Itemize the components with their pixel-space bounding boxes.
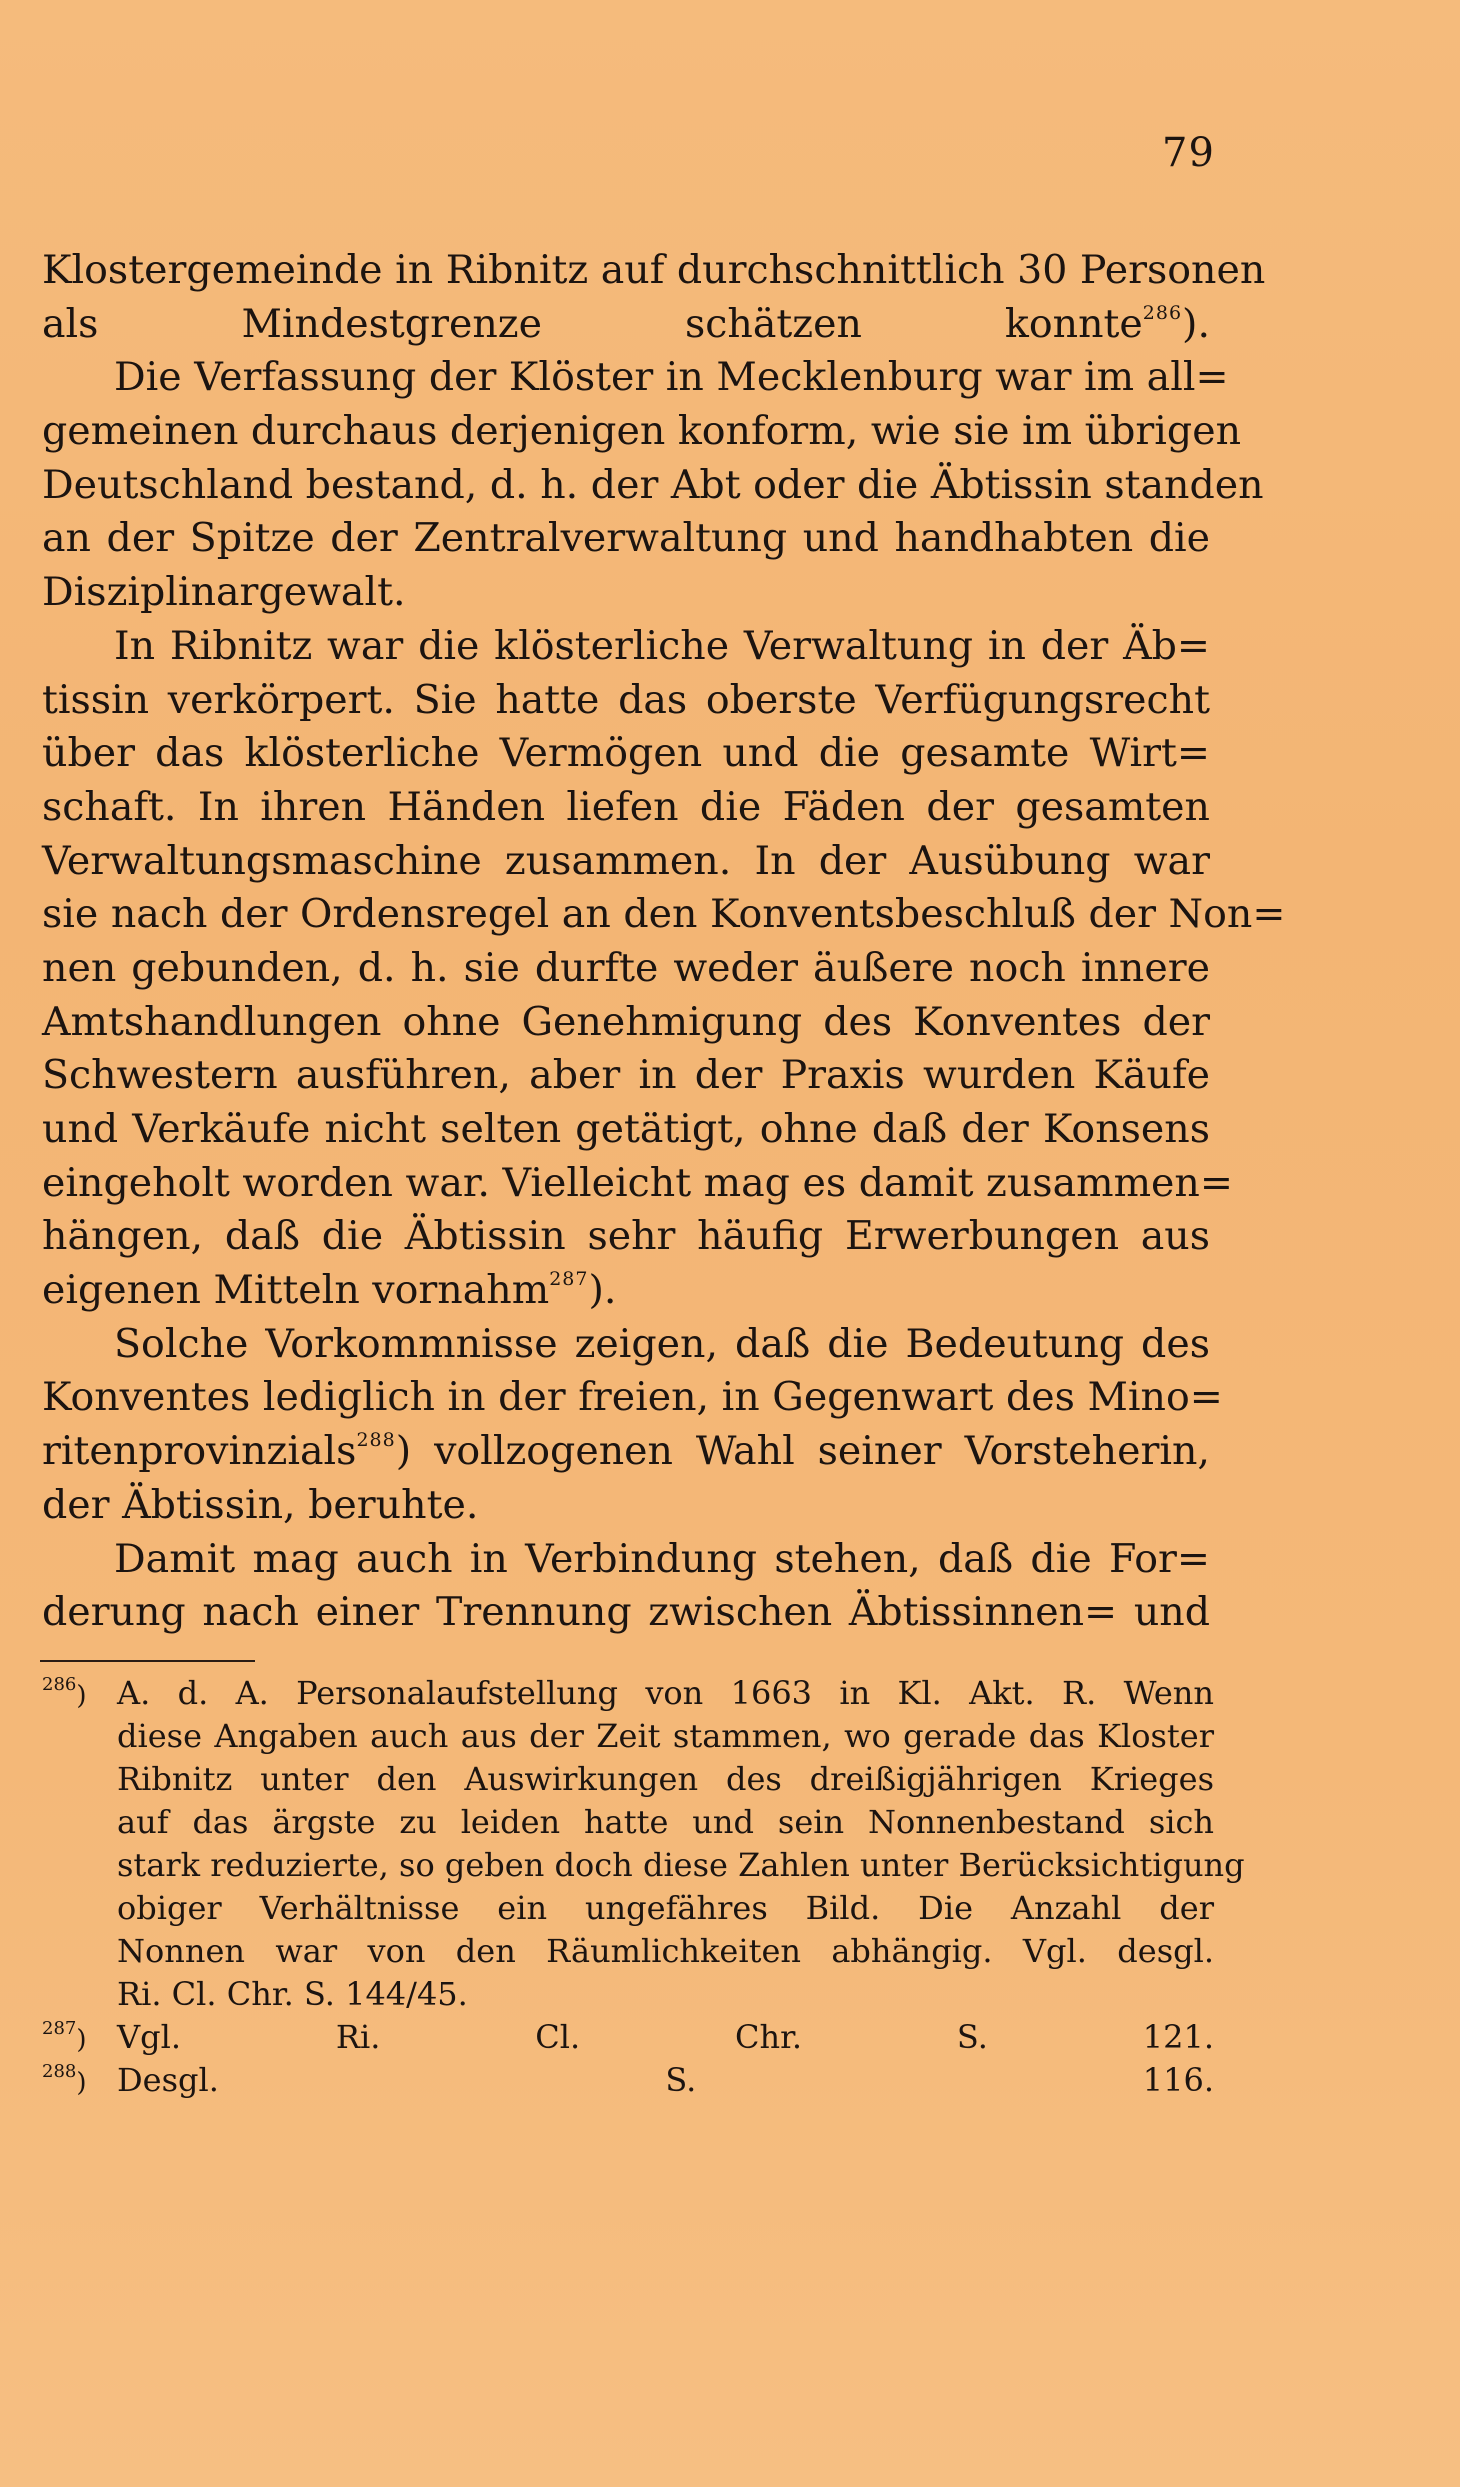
text-line-content: Die Verfassung der Klöster in Mecklenburg war im all= [114,354,1229,401]
text-line-content: Disziplinargewalt. [42,569,406,616]
text-line-content: und Verkäufe nicht selten getätigt, ohne daß der Konsens [42,1106,1210,1152]
footnote-reference[interactable]: 287 [549,1268,589,1291]
footnote-number: $^{287}$) [42,2018,87,2055]
text-line [42,1479,1210,1533]
text-line [42,1264,1210,1318]
text-line [42,1318,1210,1372]
footnotes [42,1672,1245,2102]
footnote [42,1672,1214,1715]
footnote-number-value: 286 [42,1674,77,1695]
text-line-content: schaft. In ihren Händen liefen die Fäden der gesamten [42,783,1210,830]
footnote-text-line: stark reduzierte, so geben doch diese Zahlen unter Berücksichtigung [117,1846,1245,1884]
text-line [42,727,1210,781]
text-line [42,835,1210,889]
footnote [42,2016,1214,2059]
text-line-content: nen gebunden, d. h. sie durfte weder äußere noch innere [42,944,1210,991]
text-line [42,1425,1210,1479]
text-line-content: eingeholt worden war. Vielleicht mag es damit zusammen= [42,1159,1233,1206]
text-line-content: Damit mag auch in Verbindung stehen, daß die For= [114,1535,1210,1582]
text-line-tail: ) vollzogenen Wahl seiner Vorsteherin, [395,1428,1210,1475]
text-line [42,459,1264,513]
text-line-content: ritenprovinzials [42,1428,357,1475]
text-line-content: sie nach der Ordensregel an den Konventsbeschluß der Non= [42,891,1286,938]
text-line-tail: ). [588,1267,617,1314]
text-line [42,244,1266,298]
footnote-text-line: obiger Verhältnisse ein ungefähres Bild. Die Anzahl der [117,1889,1214,1927]
text-line [42,405,1242,459]
text-line [42,566,1210,620]
text-line-content: als Mindestgrenze schätzen konnte [42,300,1143,347]
footnote-number-value: 288 [42,2061,77,2082]
text-line-content: Verwaltungsmaschine zusammen. In der Ausübung war [42,837,1210,884]
footnote-number: $^{286}$) [42,1674,87,1711]
text-line [42,1533,1210,1587]
footnote-separator-rule [40,1660,255,1662]
text-line-content: Konventes lediglich in der freien, in Gegenwart des Mino= [42,1374,1223,1421]
footnote-text: Desgl. S. 116. [117,2061,1214,2099]
footnote-reference[interactable]: 286 [1142,301,1183,324]
text-line-content: Solche Vorkommnisse zeigen, daß die Bedeutung des [114,1320,1210,1367]
footnote [42,2059,1214,2102]
text-line-content: Klostergemeinde in Ribnitz auf durchschnittlich 30 Personen [42,247,1266,293]
footnote-text: A. d. A. Personalaufstellung von 1663 in Kl. Akt. R. Wenn [117,1674,1214,1712]
text-line-content: Deutschland bestand, d. h. der Abt oder die Äbtissin standen [42,461,1264,508]
text-line-content: an der Spitze der Zentralverwaltung und handhabten die [42,515,1210,562]
text-line [42,674,1210,728]
footnote-text-line: diese Angaben auch aus der Zeit stammen, wo gerade das Kloster [117,1717,1214,1755]
text-line [42,996,1210,1050]
footnote-number-value: 287 [42,2018,77,2039]
text-line [42,620,1210,674]
text-line [42,781,1210,835]
text-line-content: Amtshandlungen ohne Genehmigung des Konventes der [42,998,1210,1045]
text-line-content: In Ribnitz war die klösterliche Verwaltung in der Äb= [114,622,1210,669]
text-line-content: Schwestern ausführen, aber in der Praxis wurden Käufe [42,1052,1210,1099]
text-line-content: über das klösterliche Vermögen und die gesamte Wirt= [42,730,1210,777]
text-line [42,1157,1233,1211]
footnote-reference[interactable]: 288 [356,1429,396,1452]
text-line [42,1371,1223,1425]
text-line-content: hängen, daß die Äbtissin sehr häufig Erwerbungen aus [42,1213,1210,1260]
footnote-text-line: auf das ärgste zu leiden hatte und sein Nonnenbestand sich [117,1803,1214,1841]
text-line-content: der Äbtissin, beruhte. [42,1481,479,1528]
text-line-content: derung nach einer Trennung zwischen Äbtissinnen= und [42,1589,1210,1636]
text-line [42,1210,1210,1264]
text-line [42,351,1229,405]
text-line [42,1049,1210,1103]
body-text [42,244,1286,1640]
text-line [42,942,1210,996]
text-line-content: gemeinen durchaus derjenigen konform, wie sie im übrigen [42,408,1242,455]
page-number: 79 [1162,130,1215,176]
text-line-content: eigenen Mitteln vornahm [42,1267,550,1314]
text-line [42,298,1210,352]
text-line [42,1103,1210,1157]
footnote-text: Vgl. Ri. Cl. Chr. S. 121. [117,2018,1214,2056]
text-line-content: tissin verkörpert. Sie hatte das oberste Verfügungsrecht [42,676,1210,723]
footnote-number: $^{288}$) [42,2061,87,2098]
footnote-text-line: Nonnen war von den Räumlichkeiten abhängig. Vgl. desgl. [117,1932,1214,1970]
text-line-tail: ). [1182,300,1210,347]
text-line [42,1586,1210,1640]
text-line [42,888,1286,942]
footnote-text-line: Ribnitz unter den Auswirkungen des dreißigjährigen Krieges [117,1760,1214,1798]
text-line [42,512,1210,566]
footnote-text-line: Ri. Cl. Chr. S. 144/45. [117,1975,468,2013]
